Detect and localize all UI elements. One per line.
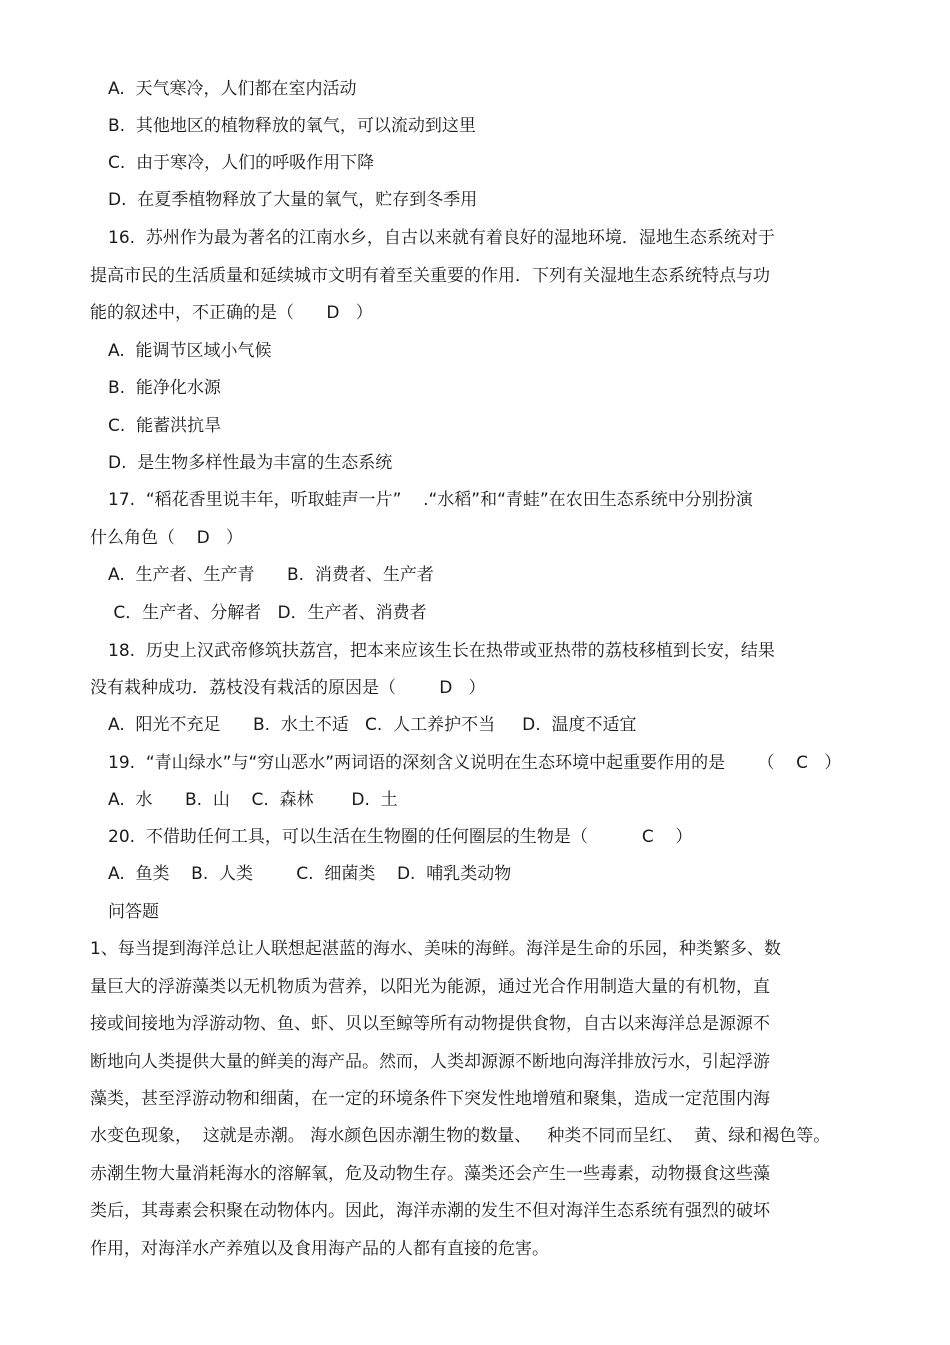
q18-stem-line-2: 没有栽种成功．荔枝没有栽活的原因是（ D ） xyxy=(90,678,486,698)
q18-options: A. 阳光不充足 B. 水土不适 C. 人工养护不当 D. 温度不适宜 xyxy=(108,715,637,735)
essay-paragraph-line-7: 赤潮生物大量消耗海水的溶解氧，危及动物生存。藻类还会产生一些毒素，动物摄食这些藻 xyxy=(90,1164,770,1184)
q16-option-d: D. 是生物多样性最为丰富的生态系统 xyxy=(108,453,393,473)
essay-paragraph-line-9: 作用，对海洋水产养殖以及食用海产品的人都有直接的危害。 xyxy=(90,1239,549,1259)
q16-option-c: C. 能蓄洪抗旱 xyxy=(108,416,222,436)
q20-stem-line-1: 20. 不借助任何工具，可以生活在生物圈的任何圈层的生物是（ C ） xyxy=(108,827,693,847)
q17-stem-line-2: 什么角色（ D ） xyxy=(90,528,243,548)
q15-option-d: D. 在夏季植物释放了大量的氧气，贮存到冬季用 xyxy=(108,190,478,210)
q17-options-row-1: A. 生产者、生产青 B. 消费者、生产者 xyxy=(108,565,434,585)
q16-stem-line-1: 16. 苏州作为最为著名的江南水乡，自古以来就有着良好的湿地环境．湿地生态系统对于 xyxy=(108,228,775,248)
essay-paragraph-line-5: 藻类，甚至浮游动物和细菌，在一定的环境条件下突发性地增殖和聚集，造成一定范围内海 xyxy=(90,1089,770,1109)
q20-options: A. 鱼类 B. 人类 C. 细菌类 D. 哺乳类动物 xyxy=(108,864,512,884)
essay-paragraph-line-3: 接或间接地为浮游动物、鱼、虾、贝以至鲸等所有动物提供食物，自古以来海洋总是源源不 xyxy=(90,1014,770,1034)
q18-stem-line-1: 18. 历史上汉武帝修筑扶荔宫，把本来应该生长在热带或亚热带的荔枝移植到长安，结果 xyxy=(108,641,775,661)
q15-option-b: B. 其他地区的植物释放的氧气，可以流动到这里 xyxy=(108,116,476,136)
q16-option-b: B. 能净化水源 xyxy=(108,378,221,398)
q17-options-row-2: C．生产者、分解者 D．生产者、消费者 xyxy=(108,603,427,623)
essay-paragraph-line-8: 类后，其毒素会积聚在动物体内。因此，海洋赤潮的发生不但对海洋生态系统有强烈的破坏 xyxy=(90,1201,770,1221)
q16-option-a: A. 能调节区域小气候 xyxy=(108,341,272,361)
q19-options: A. 水 B. 山 C. 森林 D. 土 xyxy=(108,790,398,810)
essay-paragraph-line-6: 水变色现象， 这就是赤潮。 海水颜色因赤潮生物的数量、 种类不同而呈红、 黄、绿和褐色等。 xyxy=(90,1126,831,1146)
q16-stem-line-2: 提高市民的生活质量和延续城市文明有着至关重要的作用．下列有关湿地生态系统特点与功 xyxy=(90,266,770,286)
q17-stem-line-1: 17. “稻花香里说丰年，听取蛙声一片” .“水稻”和“青蛙”在农田生态系统中分别扮演 xyxy=(108,490,753,510)
section-heading: 问答题 xyxy=(108,902,159,922)
q16-stem-line-3: 能的叙述中，不正确的是（ D ） xyxy=(90,303,373,323)
essay-paragraph-line-4: 断地向人类提供大量的鲜美的海产品。然而，人类却源源不断地向海洋排放污水，引起浮游 xyxy=(90,1052,770,1072)
essay-paragraph-line-1: 1、每当提到海洋总让人联想起湛蓝的海水、美味的海鲜。海洋是生命的乐园，种类繁多、数 xyxy=(90,939,781,959)
essay-paragraph-line-2: 量巨大的浮游藻类以无机物质为营养，以阳光为能源，通过光合作用制造大量的有机物，直 xyxy=(90,977,770,997)
q15-option-c: C. 由于寒冷，人们的呼吸作用下降 xyxy=(108,153,375,173)
q19-stem-line-1: 19. “青山绿水”与“穷山恶水”两词语的深刻含义说明在生态环境中起重要作用的是 （ C ） xyxy=(108,753,842,773)
q15-option-a: A. 天气寒冷，人们都在室内活动 xyxy=(108,79,357,99)
